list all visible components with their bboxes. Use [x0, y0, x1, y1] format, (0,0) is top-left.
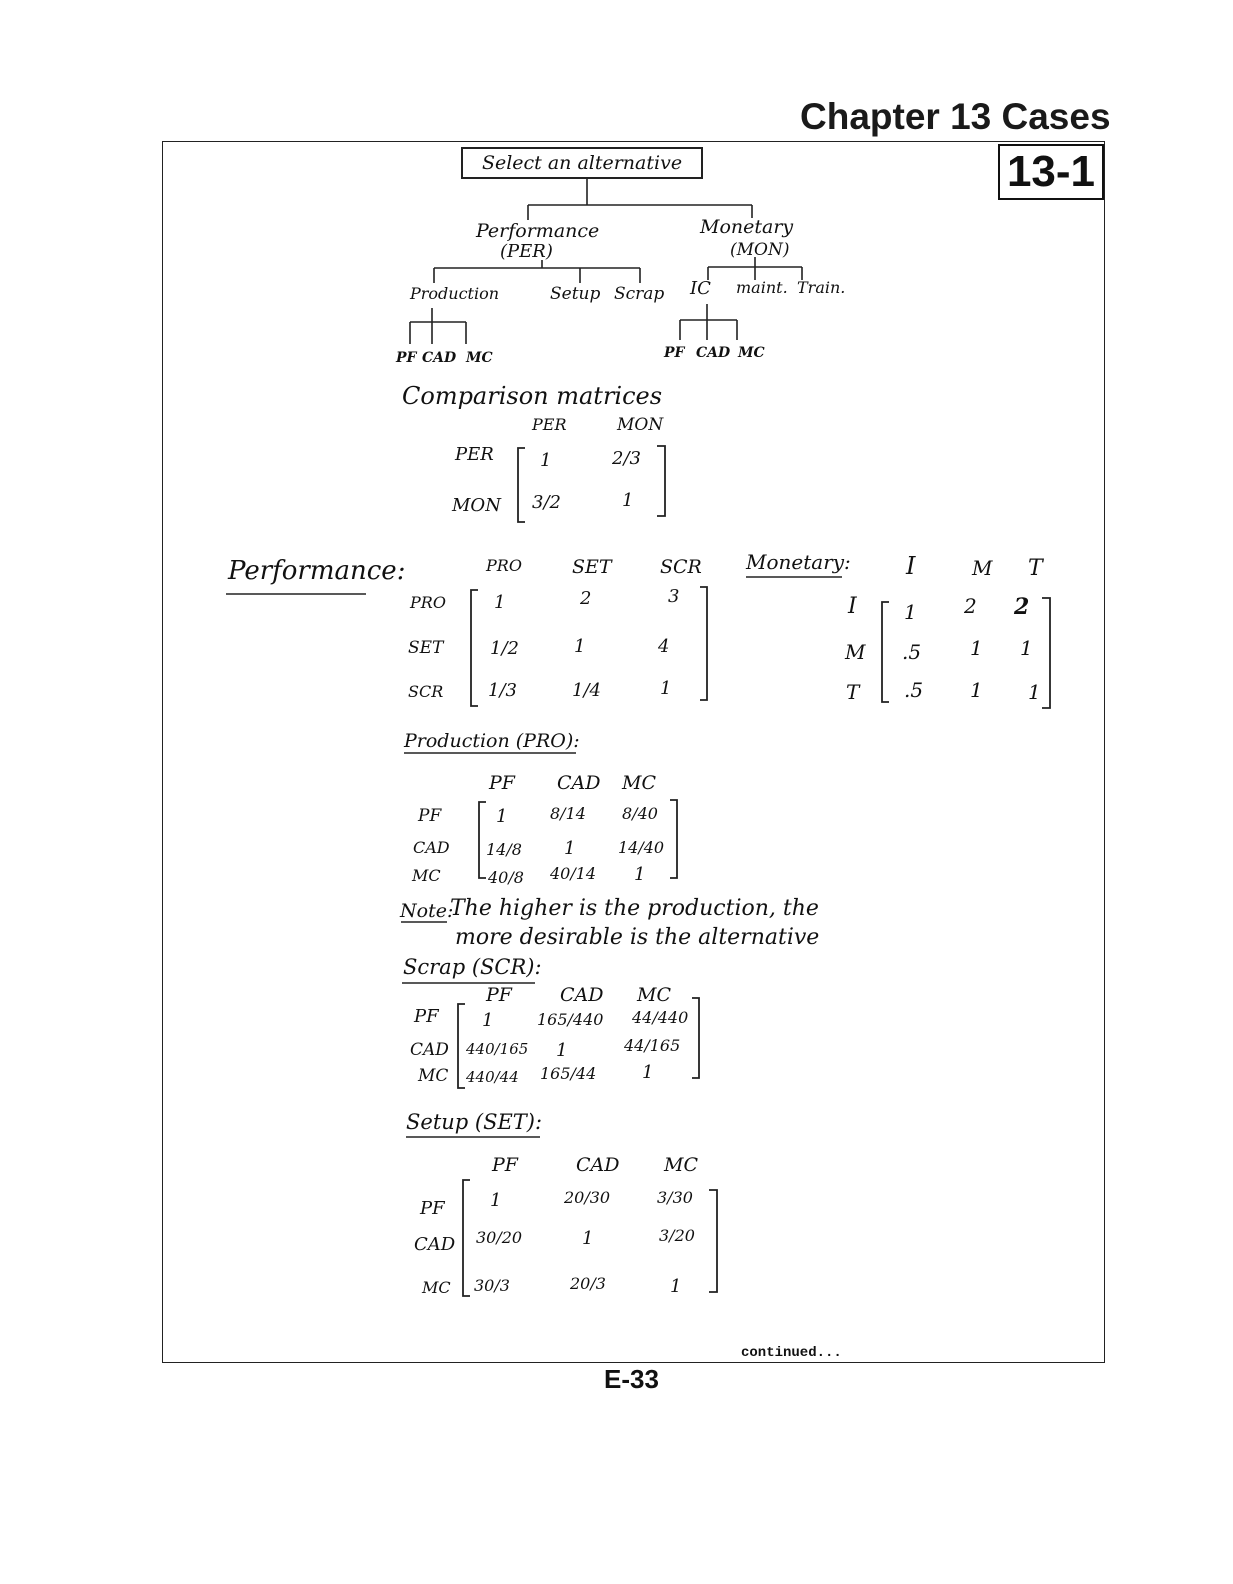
continued-label: continued... [741, 1345, 842, 1361]
performance-cell: 4 [658, 636, 670, 657]
comparison-cell: 2/3 [612, 448, 641, 469]
setup-cell: 3/20 [659, 1226, 695, 1245]
note-line-1: The higher is the production, the [450, 896, 819, 921]
performance-cell: 1/2 [490, 638, 519, 659]
performance-cell: 2 [580, 588, 592, 609]
monetary-cell: 2 [1014, 594, 1030, 620]
scrap-row: CAD [410, 1040, 449, 1060]
setup-cell: 20/30 [564, 1188, 611, 1207]
performance-row: SET [408, 638, 444, 658]
setup-row: MC [422, 1278, 451, 1297]
comparison-col-per: PER [532, 415, 567, 434]
sub-scrap: Scrap [614, 284, 665, 304]
monetary-cell: 1 [1028, 680, 1041, 704]
comparison-cell: 3/2 [532, 492, 561, 513]
alt-mc-right: MC [738, 345, 765, 361]
alt-pf-left: PF [396, 350, 417, 366]
performance-col: SCR [660, 556, 702, 578]
performance-cell: 1 [574, 636, 586, 657]
setup-col: MC [664, 1154, 698, 1176]
production-title: Production (PRO): [404, 730, 580, 752]
setup-cell: 30/3 [474, 1276, 510, 1295]
performance-cell: 1 [660, 678, 672, 699]
comparison-row-per: PER [455, 444, 494, 465]
sub-production: Production [410, 284, 500, 303]
scrap-col: MC [637, 984, 671, 1006]
criterion-performance-abbr: (PER) [500, 241, 553, 262]
criterion-monetary: Monetary [700, 216, 794, 238]
note-label: Note: [400, 900, 454, 922]
hierarchy-root: Select an alternative [461, 147, 703, 179]
comparison-col-mon: MON [617, 415, 664, 435]
performance-title: Performance: [228, 556, 406, 586]
production-col: MC [622, 772, 656, 794]
monetary-cell: 1 [904, 600, 917, 624]
performance-cell: 1/4 [572, 680, 601, 701]
setup-col: CAD [576, 1154, 620, 1176]
setup-row: CAD [414, 1234, 456, 1255]
scrap-cell: 1 [482, 1010, 494, 1031]
monetary-col: M [972, 556, 993, 580]
monetary-cell: .5 [902, 640, 922, 664]
performance-cell: 1/3 [488, 680, 517, 701]
alt-cad-left: CAD [422, 350, 457, 366]
comparison-cell: 1 [622, 490, 634, 511]
comparison-row-mon: MON [452, 495, 501, 516]
monetary-col: I [906, 552, 916, 580]
criterion-monetary-abbr: (MON) [730, 240, 790, 260]
performance-row: PRO [410, 593, 446, 612]
sub-setup: Setup [550, 284, 601, 304]
comparison-title: Comparison matrices [402, 382, 663, 410]
monetary-cell: 1 [1020, 636, 1033, 660]
setup-cell: 30/20 [476, 1228, 523, 1247]
production-cell: 1 [634, 864, 646, 885]
scrap-title: Scrap (SCR): [403, 955, 542, 979]
production-cell: 1 [496, 806, 508, 827]
scrap-cell: 44/440 [632, 1008, 689, 1027]
setup-cell: 20/3 [570, 1274, 606, 1293]
scrap-col: PF [486, 984, 512, 1006]
monetary-cell: 1 [970, 636, 983, 660]
scrap-row: MC [418, 1066, 449, 1086]
monetary-col: T [1028, 556, 1043, 581]
note-line-2: more desirable is the alternative [455, 925, 820, 950]
setup-cell: 1 [670, 1276, 682, 1297]
comparison-cell: 1 [540, 450, 552, 471]
monetary-cell: 1 [970, 678, 983, 702]
scrap-cell: 1 [642, 1062, 654, 1083]
scrap-cell: 1 [556, 1040, 568, 1061]
alt-mc-left: MC [466, 350, 493, 366]
setup-cell: 1 [582, 1228, 594, 1249]
chapter-title: Chapter 13 Cases [800, 96, 1111, 137]
sub-maint: maint. [736, 278, 788, 297]
monetary-cell: 2 [964, 594, 977, 618]
setup-cell: 1 [490, 1190, 502, 1211]
alt-pf-right: PF [664, 345, 685, 361]
monetary-cell: .5 [904, 678, 924, 702]
monetary-row: M [845, 640, 866, 664]
performance-cell: 3 [668, 586, 680, 607]
case-number: 13-1 [998, 144, 1104, 200]
criterion-performance: Performance [476, 220, 600, 242]
scrap-row: PF [414, 1006, 439, 1027]
performance-row: SCR [408, 682, 444, 701]
performance-col: SET [572, 556, 612, 578]
scrap-cell: 440/44 [466, 1068, 519, 1086]
sub-ic: IC [690, 278, 711, 299]
scrap-col: CAD [560, 984, 604, 1006]
production-cell: 40/14 [550, 864, 597, 883]
production-col: PF [489, 772, 515, 794]
production-cell: 8/40 [622, 804, 658, 823]
performance-cell: 1 [494, 592, 506, 613]
case-frame [162, 141, 1105, 1363]
production-row: CAD [413, 838, 450, 857]
production-cell: 8/14 [550, 804, 586, 823]
setup-col: PF [492, 1154, 518, 1176]
production-row: PF [418, 806, 442, 826]
monetary-row: T [846, 680, 860, 704]
setup-cell: 3/30 [657, 1188, 693, 1207]
setup-title: Setup (SET): [406, 1110, 543, 1134]
alt-cad-right: CAD [696, 345, 731, 361]
monetary-row: I [848, 594, 857, 619]
production-row: MC [412, 866, 441, 885]
scrap-cell: 165/440 [537, 1010, 604, 1029]
page-number: E-33 [604, 1364, 659, 1394]
scrap-cell: 44/165 [624, 1036, 681, 1055]
production-cell: 1 [564, 838, 576, 859]
performance-col: PRO [486, 556, 522, 575]
production-cell: 40/8 [488, 868, 524, 887]
scrap-cell: 165/44 [540, 1064, 597, 1083]
production-cell: 14/8 [486, 840, 522, 859]
scrap-cell: 440/165 [466, 1040, 529, 1058]
setup-row: PF [420, 1198, 445, 1219]
monetary-title: Monetary: [746, 550, 851, 574]
sub-train: Train. [797, 278, 846, 297]
production-cell: 14/40 [618, 838, 665, 857]
production-col: CAD [557, 772, 601, 794]
